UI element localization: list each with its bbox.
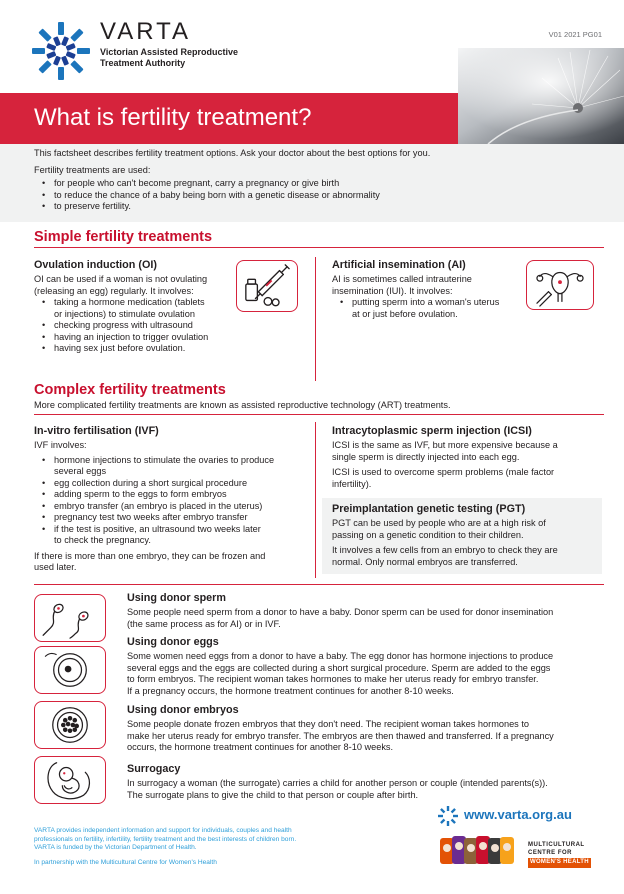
text-line: single sperm is directly injected into each egg. — [332, 451, 520, 462]
text-line: Some women need eggs from a donor to have a baby. The egg donor has hormone injections to produce — [127, 651, 554, 662]
version-label: V01 2021 PG01 — [548, 30, 602, 39]
text-line: to form embryos. The recipient woman takes hormones to make her uterus ready for embryo transfer. — [127, 674, 539, 685]
text-line: passing on a genetic condition to their children. — [332, 529, 524, 540]
varta-small-logo-icon — [437, 805, 459, 827]
mcwh-wordmark — [528, 842, 591, 868]
text-line: (releasing an egg) regularly. It involves: — [34, 285, 194, 296]
intro-lead: This factsheet describes fertility treatment options. Ask your doctor about the best options for you. — [34, 148, 431, 158]
footer-about — [34, 827, 364, 873]
donor-eggs-section — [127, 636, 607, 697]
list-item: • putting sperm into a woman's uterus at or just before ovulation. — [332, 297, 532, 320]
list-item: • embryo transfer (an embryo is placed in the uterus) — [34, 501, 314, 513]
pgt-title: Preimplantation genetic testing (PGT) — [332, 503, 526, 515]
ivf-text: IVF involves: — [34, 440, 87, 451]
text-line: ICSI is the same as IVF, but more expensive because a — [332, 440, 558, 451]
list-item: • checking progress with ultrasound — [34, 320, 234, 332]
hero-dandelion-photo — [458, 48, 624, 144]
text-line: Some people need sperm from a donor to have a baby. Donor sperm can be used for donor insemination — [127, 607, 554, 618]
donor-sperm-title: Using donor sperm — [127, 592, 226, 604]
ivf-section — [34, 425, 314, 574]
donor-eggs-title: Using donor eggs — [127, 636, 219, 648]
mcwh-logo — [440, 836, 520, 866]
simple-column-divider — [315, 257, 316, 381]
embryo-icon — [34, 701, 106, 749]
text-line: If there is more than one embryo, they can be frozen and — [34, 550, 266, 561]
list-item: • having an injection to trigger ovulation — [34, 332, 234, 344]
egg-icon — [34, 646, 106, 694]
pgt-p2 — [332, 545, 597, 568]
sperm-icon — [34, 594, 106, 642]
ai-title: Artificial insemination (AI) — [332, 259, 466, 271]
text-line: make her uterus ready for embryo transfer. The embryos are then thawed and transferred. If a pregnancy — [127, 730, 554, 741]
pgt-p1 — [332, 518, 597, 541]
list-item: • if the test is positive, an ultrasound two weeks later to check the pregnancy. — [34, 524, 314, 547]
surrogacy-section — [127, 763, 607, 801]
org-full-line: Treatment Authority — [100, 57, 186, 68]
icsi-title: Intracytoplasmic sperm injection (ICSI) — [332, 425, 532, 437]
oi-title: Ovulation induction (OI) — [34, 259, 157, 271]
text-line: insemination (IUI). It involves: — [332, 285, 453, 296]
surrogacy-fetus-icon — [34, 756, 106, 804]
list-item: • pregnancy test two weeks after embryo transfer — [34, 512, 314, 524]
org-name: VARTA — [100, 18, 192, 45]
text-line: infertility). — [332, 478, 372, 489]
donor-embryos-section — [127, 704, 607, 754]
simple-heading: Simple fertility treatments — [34, 229, 213, 245]
org-full-line: Victorian Assisted Reproductive — [100, 47, 239, 57]
text-line: OI can be used if a woman is not ovulating — [34, 274, 208, 285]
injection-medication-icon — [236, 260, 298, 312]
list-item: • to preserve fertility. — [34, 201, 604, 213]
list-item: • having sex just before ovulation. — [34, 343, 234, 355]
list-item: • taking a hormone medication (tablets or injections) to stimulate ovulation — [34, 297, 234, 320]
text-line: In surrogacy a woman (the surrogate) carries a child for another person or couple (intended parents(s)). — [127, 778, 548, 789]
text-line: ICSI is used to overcome sperm problems (male factor — [332, 467, 555, 478]
text-line: If a pregnancy occurs, the hormone treatment continues for another 8-10 weeks. — [127, 685, 454, 696]
org-full-name — [100, 47, 238, 69]
simple-divider — [34, 247, 604, 248]
list-item: • egg collection during a short surgical procedure — [34, 478, 314, 490]
donor-embryos-title: Using donor embryos — [127, 704, 239, 716]
list-item: • hormone injections to stimulate the ovaries to produce several eggs — [34, 455, 314, 478]
mcwh-line: CENTRE FOR — [528, 849, 572, 856]
text-line: AI is sometimes called intrauterine — [332, 274, 472, 285]
ai-section — [332, 259, 532, 320]
complex-column-divider — [315, 422, 316, 578]
page-title: What is fertility treatment? — [34, 104, 312, 131]
pgt-section — [332, 503, 597, 568]
donor-divider — [34, 584, 604, 585]
complex-heading: Complex fertility treatments — [34, 382, 226, 398]
intro-section — [34, 148, 604, 213]
oi-list — [34, 297, 234, 355]
oi-text — [34, 274, 234, 297]
complex-lead: More complicated fertility treatments are known as assisted reproductive technology (ART) treatments. — [34, 400, 451, 410]
text-line: several eggs and the eggs are collected during a short surgical procedure. Sperm are added to the eggs — [127, 662, 551, 673]
intro-used-list — [34, 178, 604, 213]
text-line: normal. Only normal embryos are transferred. — [332, 556, 518, 567]
logo-wordmark — [100, 20, 238, 69]
text-line: used later. — [34, 562, 77, 573]
icsi-p2 — [332, 467, 602, 490]
text-line: The surrogate plans to give the child to that person or couple after birth. — [127, 789, 419, 800]
icsi-p1 — [332, 440, 602, 463]
text-line: PGT can be used by people who are at a high risk of — [332, 518, 546, 529]
list-item: • for people who can't become pregnant, carry a pregnancy or give birth — [34, 178, 604, 190]
text-line: (the same process as for AI) or in IVF. — [127, 618, 281, 629]
surrogacy-title: Surrogacy — [127, 763, 181, 775]
text-line: It involves a few cells from an embryo to check they are — [332, 545, 558, 556]
ivf-list — [34, 455, 314, 547]
footer-about-paragraph: VARTA provides independent information and support for individuals, couples and health professionals on fertility, infertility, fertility treatment and the best interests of children born. VARTA is funded by the Victorian Department of Health. — [34, 827, 297, 852]
mcwh-line: WOMEN'S HEALTH — [528, 858, 591, 868]
ai-list — [332, 297, 532, 320]
mcwh-line: MULTICULTURAL — [528, 842, 585, 848]
list-item: • adding sperm to the eggs to form embryos — [34, 489, 314, 501]
ivf-title: In-vitro fertilisation (IVF) — [34, 425, 159, 437]
list-item: • to reduce the chance of a baby being born with a genetic disease or abnormality — [34, 190, 604, 202]
oi-section — [34, 259, 234, 355]
ai-text — [332, 274, 532, 297]
website-link[interactable]: www.varta.org.au — [464, 807, 572, 822]
ivf-footer — [34, 551, 314, 574]
intro-used-heading: Fertility treatments are used: — [34, 164, 151, 175]
text-line: occurs, the hormone treatment continues for another 8-10 weeks. — [127, 742, 394, 753]
insemination-uterus-icon — [526, 260, 594, 310]
icsi-section — [332, 425, 602, 490]
complex-divider — [34, 414, 604, 415]
footer-partner: In partnership with the Multicultural Centre for Women's Health — [34, 858, 217, 866]
text-line: Some people donate frozen embryos that they don't need. The recipient woman takes hormones to — [127, 719, 529, 730]
donor-sperm-section — [127, 592, 607, 630]
varta-logo-icon — [30, 20, 92, 82]
